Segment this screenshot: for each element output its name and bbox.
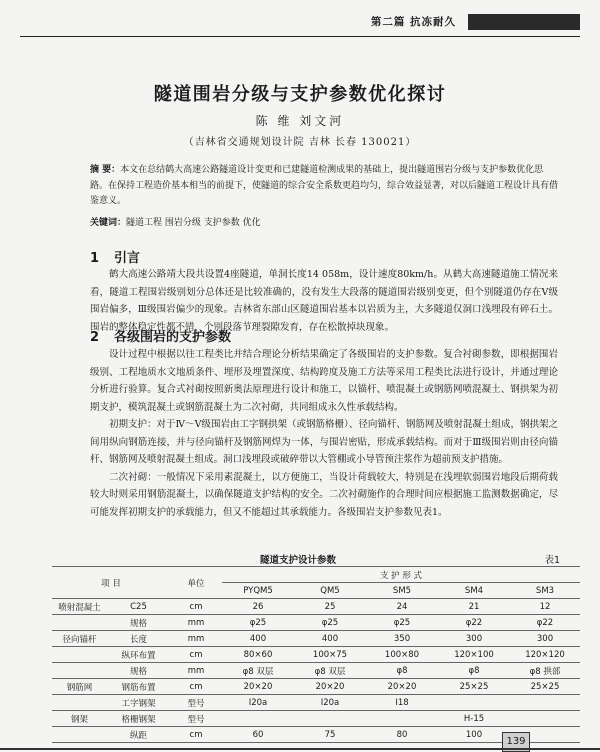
keywords-label: 关键词：: [90, 218, 127, 228]
table-cell: φ25: [222, 615, 294, 631]
section-heading-2: [90, 326, 231, 345]
section-heading-1: [90, 247, 140, 266]
table-header-row: [52, 567, 580, 583]
table-cell: 型号: [170, 695, 222, 711]
header-form: SM4: [438, 583, 510, 599]
running-head: [20, 12, 580, 37]
table-cell: 400: [222, 631, 294, 647]
table-cell: mm: [170, 663, 222, 679]
table-cell: 25×25: [438, 679, 510, 695]
table-cell: mm: [170, 615, 222, 631]
table-cell: φ22: [510, 615, 580, 631]
header-form: SM5: [366, 583, 438, 599]
running-head-bar: [468, 14, 580, 30]
table-row: [52, 695, 580, 711]
table-number: 表1: [544, 555, 560, 566]
table-cell: 100: [438, 727, 510, 743]
section-title: 各级围岩的支护参数: [114, 330, 232, 345]
table-row: [52, 727, 580, 743]
table-row: [52, 663, 580, 679]
table-cell: 12: [510, 599, 580, 615]
table-cell: 120×120: [510, 647, 580, 663]
header-unit: 单位: [170, 567, 222, 599]
running-head-text: 第二篇 抗冻耐久: [370, 16, 456, 28]
table-cell: [52, 615, 107, 631]
table-cell: 300: [510, 631, 580, 647]
table-cell: 纵环布置: [107, 647, 170, 663]
table-title: 隧道支护设计参数: [260, 555, 337, 566]
table-cell: [294, 711, 366, 727]
table-cell: 26: [222, 599, 294, 615]
table-cell: 20×20: [222, 679, 294, 695]
table-cell: [222, 711, 294, 727]
table-cell: 100×75: [294, 647, 366, 663]
table-cell: 20×20: [294, 679, 366, 695]
table-cell: [52, 727, 107, 743]
table-cell: 400: [294, 631, 366, 647]
table-row: [52, 711, 580, 727]
table-cell: 长度: [107, 631, 170, 647]
table-cell: φ8 双层: [222, 663, 294, 679]
table-cell: mm: [170, 631, 222, 647]
authors: 陈 维 刘文河: [255, 114, 345, 128]
table-cell: 径向锚杆: [52, 631, 107, 647]
paragraph: 设计过程中根据以往工程类比并结合理论分析结果确定了各级围岩的支护参数。复合衬砌参数，即根据围岩级别、工程地质水文地质条件、埋形及埋置深度、结构跨度及施工方法等采用工程类比法进行设计，并通过理论分析进行验算。复合式衬砌按照新奥法原理进行设计和施工，以锚杆、喷混凝土或钢筋网喷混凝土、钢拱架为初期支护，模筑混凝土或钢筋混凝土为二次衬砌，共同组成永久性承载结构。: [90, 349, 558, 413]
table-cell: 钢筋布置: [107, 679, 170, 695]
table-cell: 300: [438, 631, 510, 647]
table-cell: 80×60: [222, 647, 294, 663]
table-row: [52, 615, 580, 631]
table-row: [52, 599, 580, 615]
table-cell: 型号: [170, 711, 222, 727]
keywords: [90, 215, 560, 228]
table-cell: cm: [170, 599, 222, 615]
paragraph: 初期支护：对于Ⅳ～Ⅴ级围岩由工字钢拱架（或钢筋格栅）、径向锚杆、钢筋网及喷射混凝土组成，钢拱架之间用纵向钢筋连接，并与径向锚杆及钢筋网焊为一体，与围岩密贴，形成承载结构。而对于Ⅲ级围岩则由径向锚杆、钢筋网及喷射混凝土组成。洞口浅埋段或破碎带以大管棚或小导管预注浆作为超前预支护措施。: [90, 419, 558, 465]
table-cell: 60: [222, 727, 294, 743]
section-number: 2: [90, 330, 100, 345]
header-form: PYQM5: [222, 583, 294, 599]
header-form: QM5: [294, 583, 366, 599]
affiliation: （吉林省交通规划设计院 吉林 长春 130021）: [183, 137, 417, 148]
page-title: 隧道围岩分级与支护参数优化探讨: [153, 84, 447, 105]
table-cell: 350: [366, 631, 438, 647]
table-cell: I20a: [294, 695, 366, 711]
table-cell: 20×20: [366, 679, 438, 695]
table-cell: C25: [107, 599, 170, 615]
table-body: [52, 599, 580, 743]
table-cell: 25×25: [510, 679, 580, 695]
table-cell: φ25: [294, 615, 366, 631]
table-cell: cm: [170, 679, 222, 695]
table-cell: [510, 695, 580, 711]
table-cell: 格栅钢架: [107, 711, 170, 727]
table-cell: 规格: [107, 615, 170, 631]
table-cell: 钢架: [52, 711, 107, 727]
table-cell: 100×80: [366, 647, 438, 663]
table-cell: 规格: [107, 663, 170, 679]
table-cell: φ8 拱部: [510, 663, 580, 679]
table-cell: φ22: [438, 615, 510, 631]
table-cell: [510, 711, 580, 727]
abstract: [90, 163, 560, 210]
table-cell: cm: [170, 727, 222, 743]
bottom-rule: [0, 748, 600, 750]
table-cell: φ8 双层: [294, 663, 366, 679]
table-row: [52, 679, 580, 695]
table-cell: 24: [366, 599, 438, 615]
table-row: [52, 631, 580, 647]
table-cell: 75: [294, 727, 366, 743]
table-cell: 钢筋网: [52, 679, 107, 695]
table-cell: I20a: [222, 695, 294, 711]
table-cell: φ8: [438, 663, 510, 679]
section-title: 引言: [114, 251, 141, 266]
table-cell: 纵距: [107, 727, 170, 743]
table-cell: 120×100: [438, 647, 510, 663]
table-cell: [366, 711, 438, 727]
table-cell: [438, 695, 510, 711]
support-parameter-table: [52, 566, 580, 743]
abstract-text: 本文在总结鹤大高速公路隧道设计变更和已建隧道检测成果的基础上，提出隧道围岩分级与支护参数优化思路。在保持工程造价基本相当的前提下，使隧道的综合安全系数更趋均匀，综合效益显著，对以后隧道工程设计具有借鉴意义。: [90, 165, 559, 206]
paragraph: 二次衬砌：一般情况下采用素混凝土，以方便施工，当设计荷载较大，特别是在浅埋软弱围岩地段后期荷载较大时则采用钢筋混凝土，以确保隧道支护结构的安全。二次衬砌施作的合理时间应根据施工监测数据确定，尽可能发挥初期支护的承载能力，但又不能超过其承载能力。各级围岩支护参数见表1。: [90, 471, 558, 518]
table-cell: 工字钢架: [107, 695, 170, 711]
table-cell: H-15: [438, 711, 510, 727]
paragraph: 鹤大高速公路靖大段共设置4座隧道，单洞长度14 058m，设计速度80km/h。从鹤大高速隧道施工情况来看，隧道工程围岩级别划分总体还是比较准确的，没有发生大段落的隧道围岩级别变更，但个别隧道仍存在Ⅴ级围岩偏多，Ⅲ级围岩偏少的现象。吉林省东部山区隧道围岩基本以岩质为主，大多隧道仅洞口浅埋段有碎石土。围岩的整体稳定性都不错，个别段落节理裂隙发育，存在松散掉块现象。: [90, 269, 558, 333]
table-cell: φ25: [366, 615, 438, 631]
table-cell: 25: [294, 599, 366, 615]
abstract-label: 摘 要：: [90, 165, 121, 175]
keywords-text: 隧道工程 围岩分级 支护参数 优化: [126, 218, 261, 228]
table-cell: 21: [438, 599, 510, 615]
header-form: SM3: [510, 583, 580, 599]
table-cell: I18: [366, 695, 438, 711]
table-cell: 喷射混凝土: [52, 599, 107, 615]
table-row: [52, 647, 580, 663]
table-cell: φ8: [366, 663, 438, 679]
section-number: 1: [90, 251, 100, 266]
section-2-body: [90, 346, 558, 521]
header-group: 支 护 形 式: [222, 567, 580, 583]
page-number: 139: [502, 732, 530, 752]
table-cell: 80: [366, 727, 438, 743]
table-cell: [52, 663, 107, 679]
table-cell: [52, 647, 107, 663]
table-cell: [52, 695, 107, 711]
table-cell: cm: [170, 647, 222, 663]
header-item: 项 目: [52, 567, 170, 599]
